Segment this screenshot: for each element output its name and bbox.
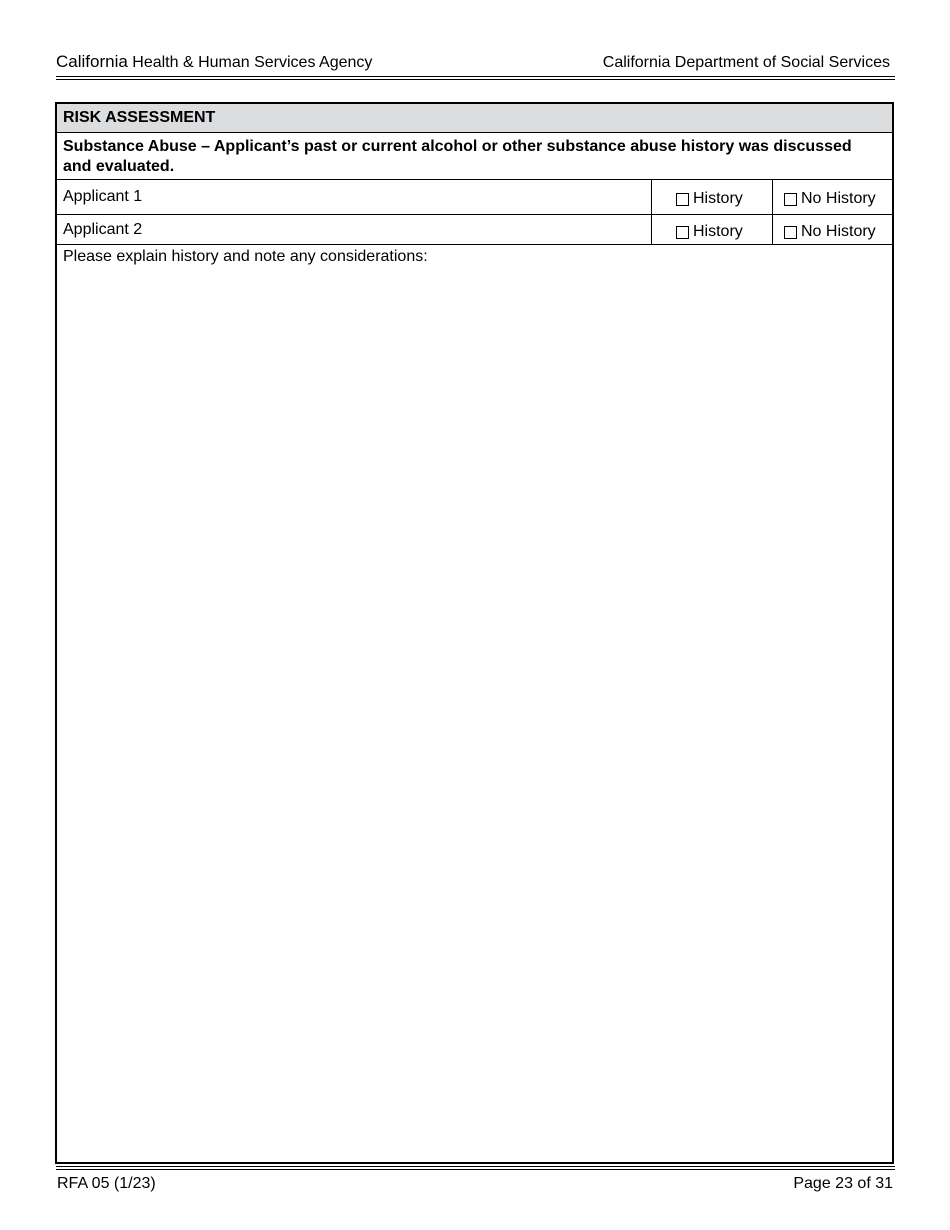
applicant-2-history-checkbox[interactable] — [676, 226, 689, 239]
applicant-2-no-history-option[interactable] — [784, 223, 876, 241]
history-label: History — [693, 223, 743, 240]
column-divider — [651, 180, 652, 214]
history-label: History — [693, 190, 743, 207]
no-history-label: No History — [801, 223, 876, 240]
form-id: RFA 05 (1/23) — [57, 1175, 156, 1192]
column-divider — [772, 215, 773, 244]
page-number: Page 23 of 31 — [793, 1175, 893, 1192]
applicant-1-label: Applicant 1 — [63, 188, 143, 205]
applicant-2-no-history-checkbox[interactable] — [784, 226, 797, 239]
applicant-1-history-option[interactable] — [676, 190, 743, 208]
no-history-label: No History — [801, 190, 876, 207]
agency-name — [56, 52, 372, 72]
section-title: RISK ASSESSMENT — [57, 104, 892, 133]
applicant-1-no-history-checkbox[interactable] — [784, 193, 797, 206]
column-divider — [651, 215, 652, 244]
applicant-2-label: Applicant 2 — [63, 221, 143, 238]
department-name: California Department of Social Services — [602, 54, 890, 71]
header-divider — [56, 76, 895, 80]
substance-abuse-question: Substance Abuse – Applicant’s past or current alcohol or other substance abuse history was discussed and evaluated. — [57, 133, 892, 180]
applicant-1-row — [57, 180, 892, 215]
applicant-2-row — [57, 215, 892, 245]
explain-history-prompt: Please explain history and note any considerations: — [63, 248, 428, 265]
agency-title: Health & Human Services Agency — [132, 54, 373, 71]
page-header — [56, 52, 890, 72]
risk-assessment-form — [55, 102, 894, 1164]
agency-state: California — [56, 52, 128, 71]
applicant-1-history-checkbox[interactable] — [676, 193, 689, 206]
applicant-2-history-option[interactable] — [676, 223, 743, 241]
page-footer — [57, 1175, 893, 1193]
applicant-1-no-history-option[interactable] — [784, 190, 876, 208]
footer-divider — [56, 1166, 895, 1170]
column-divider — [772, 180, 773, 214]
